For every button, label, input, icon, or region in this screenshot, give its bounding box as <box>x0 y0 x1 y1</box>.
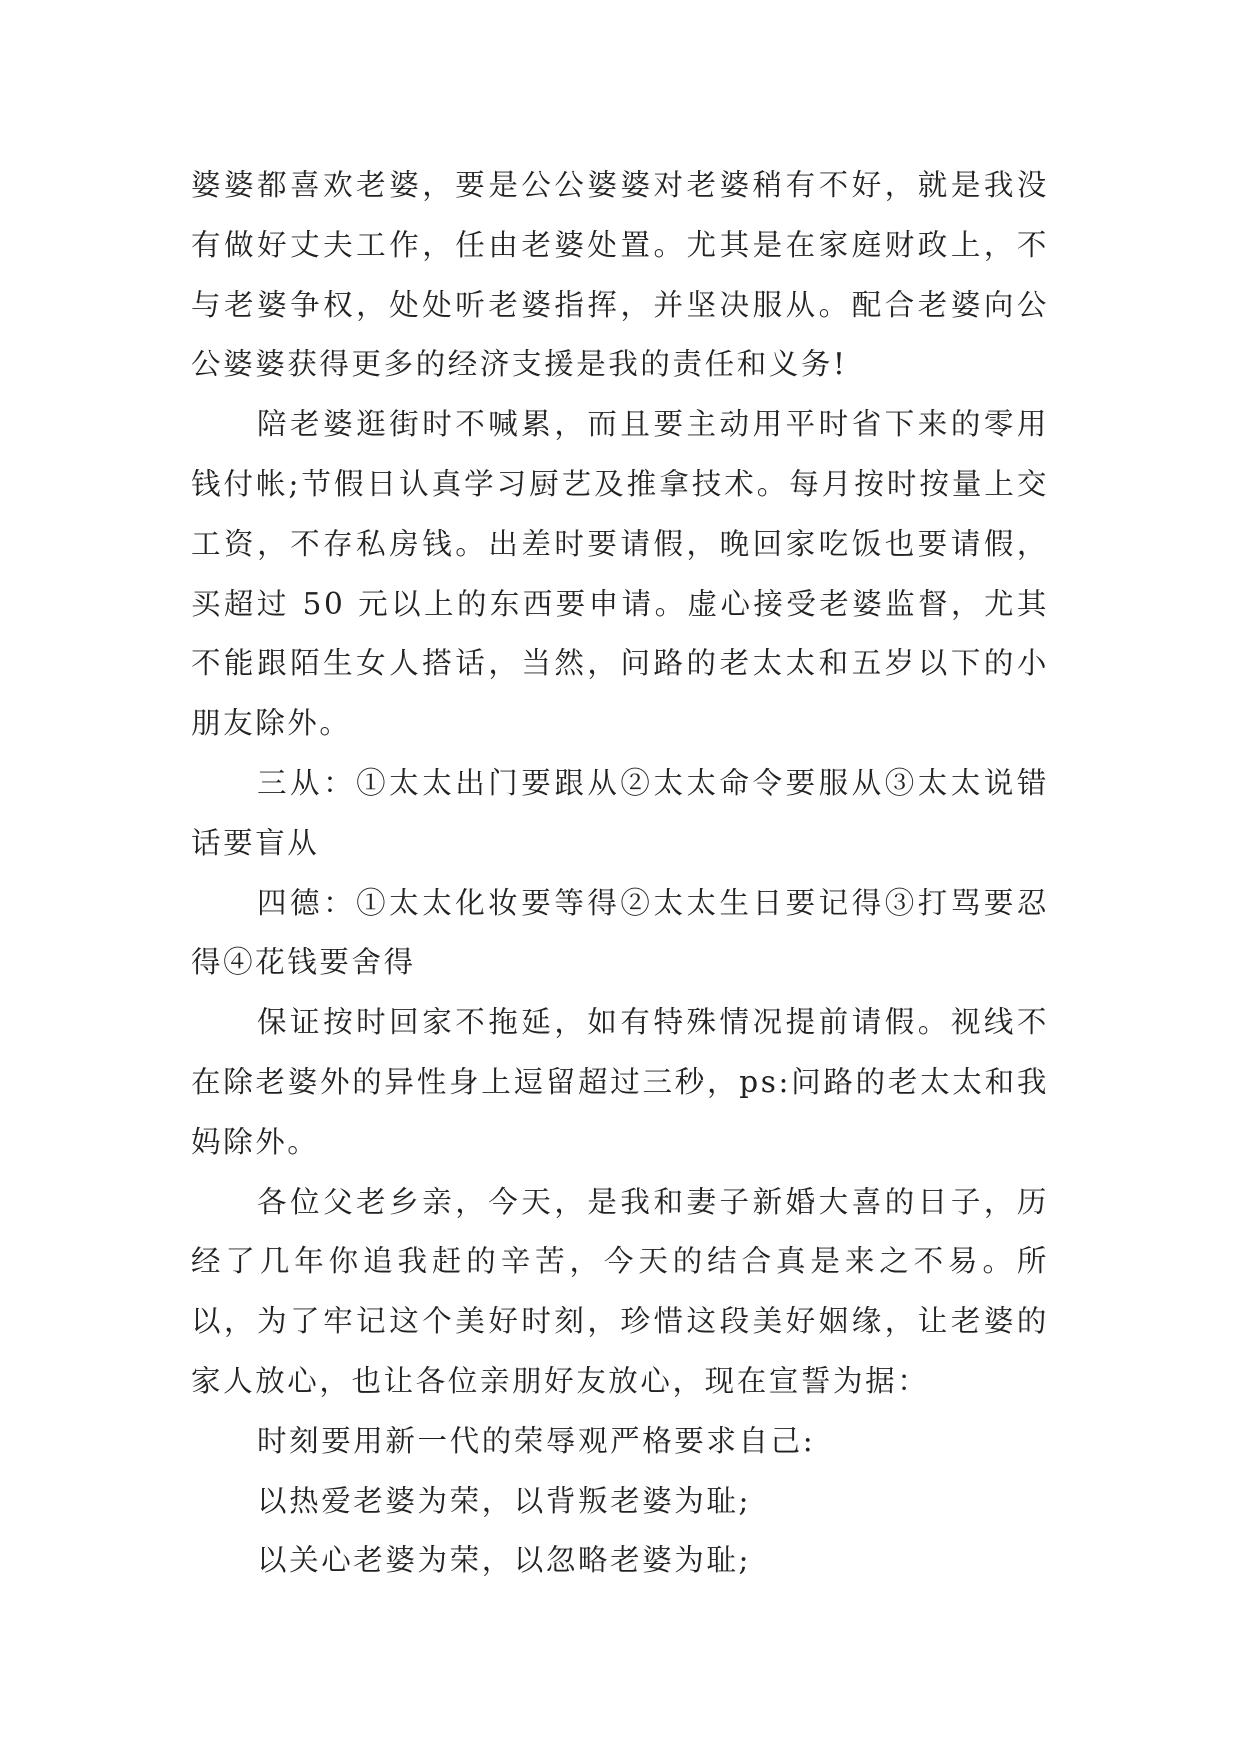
paragraph: 婆婆都喜欢老婆，要是公公婆婆对老婆稍有不好，就是我没有做好丈夫工作，任由老婆处置。尤其是在家庭财政上，不与老婆争权，处处听老婆指挥，并坚决服从。配合老婆向公公婆婆获得更多的经济支援是我的责任和义务! <box>191 168 1049 382</box>
paragraph: 各位父老乡亲，今天，是我和妻子新婚大喜的日子，历经了几年你追我赶的辛苦，今天的结合真是来之不易。所以，为了牢记这个美好时刻，珍惜这段美好姻缘，让老婆的家人放心，也让各位亲朋好友放心，现在宣誓为据： <box>191 1184 1049 1398</box>
paragraph: 三从：①太太出门要跟从②太太命令要服从③太太说错话要盲从 <box>191 765 1049 860</box>
paragraph: 陪老婆逛街时不喊累，而且要主动用平时省下来的零用钱付帐;节假日认真学习厨艺及推拿技术。每月按时按量上交工资，不存私房钱。出差时要请假，晚回家吃饭也要请假，买超过 50 元以上的东西要申请。虚心接受老婆监督，尤其不能跟陌生女人搭话，当然，问路的老太太和五岁以下的小朋友除外。 <box>191 407 1049 741</box>
paragraph: 保证按时回家不拖延，如有特殊情况提前请假。视线不在除老婆外的异性身上逗留超过三秒，ps:问路的老太太和我妈除外。 <box>191 1005 1049 1159</box>
paragraph: 时刻要用新一代的荣辱观严格要求自己: <box>257 1423 816 1458</box>
document-body <box>191 156 1049 1591</box>
paragraph: 以关心老婆为荣，以忽略老婆为耻; <box>257 1543 752 1578</box>
paragraph: 四德：①太太化妆要等得②太太生日要记得③打骂要忍得④花钱要舍得 <box>191 885 1049 980</box>
paragraph: 以热爱老婆为荣，以背叛老婆为耻; <box>257 1483 752 1518</box>
